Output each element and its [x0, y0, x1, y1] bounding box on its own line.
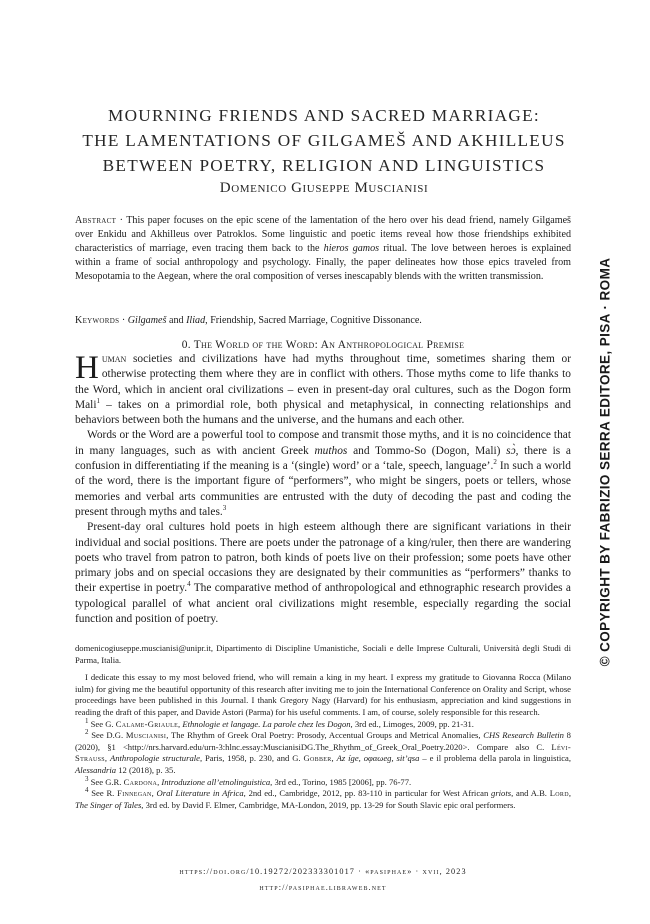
- copyright-text: © COPYRIGHT BY FABRIZIO SERRA EDITORE, PISA · ROMA: [597, 257, 613, 667]
- footnote-ref-4[interactable]: 4: [187, 580, 191, 589]
- footnote-ref-1[interactable]: 1: [96, 397, 101, 406]
- copyright-banner: [594, 257, 616, 667]
- footnote-2-text-c: 8 (2020), §1 <http://nrs.harvard.edu/urn-3:hlnc.essay:MuscianisiDG.The_Rhythm_of_Greek_Oral_Poetry.2020>. Compare also C.: [75, 730, 571, 752]
- footnote-1-title: Ethnologie et langage. La parole chez les Dogon: [182, 718, 351, 729]
- abstract-italic-term: hieros gamos: [323, 242, 380, 254]
- footnote-4-text-a: See R.: [88, 788, 118, 799]
- keyword-and: and: [166, 315, 187, 326]
- lead-word: uman: [101, 353, 127, 365]
- footnote-1: [75, 716, 571, 731]
- footnote-4-term-griots: griots: [491, 788, 512, 799]
- abstract: [75, 214, 571, 284]
- footnote-3: [75, 774, 571, 789]
- footnote-1-text-a: See G.: [88, 718, 116, 729]
- keywords-rest: , Friendship, Sacred Marriage, Cognitive Dissonance.: [205, 315, 422, 326]
- paragraph-2-text-c: and Tommo-So (Dogon, Mali): [347, 444, 507, 457]
- paragraph-2-text-e: , there is a confusion in differentiating if the meaning is a ‘(single) word’ or a ‘tale, speech, language’.: [75, 444, 571, 473]
- abstract-separator: ·: [116, 215, 127, 226]
- footnote-1-author: Calame-Griaule: [115, 718, 179, 729]
- paragraph-1-text-2: – takes on a primordial role, both physical and metaphysical, in connecting relationships and behaviors between both the humans and the universe, and the humans and each other.: [75, 398, 571, 427]
- term-muthos: muthos: [314, 444, 348, 457]
- footnote-1-text-b: ,: [178, 718, 183, 729]
- affiliation-note: domenicogiuseppe.muscianisi@unipr.it, Dipartimento di Discipline Umanistiche, Sociali e delle Imprese Culturali, Università degli Studi di Parma, Italia.: [75, 643, 571, 665]
- footnote-2-title-3: Az íge, οφαωeg, sit’qsa: [336, 753, 420, 764]
- article-title: [60, 103, 588, 178]
- footnote-4-number: 4: [85, 786, 89, 795]
- keywords: [75, 314, 571, 328]
- footnote-4-text-f: , 3rd ed. by David F. Elmer, Cambridge, MA-London, 2019, pp. 13-29 for South Slavic epic oral performers.: [141, 799, 516, 810]
- paragraph-1-text: societies and civilizations have had myths throughout time, sometimes sharing them or otherwise protecting them where they are in conflict with others. Those myths come to life thanks to the Word, which in ancient oral civilizations – even in present-day oral cultures, such as the Dogon form Mali: [75, 353, 571, 411]
- footnote-4-text-d: , and A.B.: [511, 788, 550, 799]
- footnote-2-title-2: Anthropologie structurale: [109, 753, 200, 764]
- footnote-1-text-c: , 3rd ed., Limoges, 2009, pp. 21-31.: [350, 718, 474, 729]
- footnote-3-number: 3: [85, 774, 89, 783]
- footnote-2-author: Muscianisi: [125, 730, 167, 741]
- paragraph-2: [75, 428, 571, 520]
- footnote-2: [75, 730, 571, 776]
- footnote-4-author-2: Lord: [549, 788, 569, 799]
- footnote-4-text-e: ,: [568, 788, 572, 799]
- footnote-2-text-b: , The Rhythm of Greek Oral Poetry: Prosody, Accentual Groups and Metrical Anomalies,: [166, 730, 484, 741]
- footnote-4: [75, 788, 571, 811]
- footnotes: [75, 643, 571, 811]
- footnote-2-author-3: Gobber: [303, 753, 332, 764]
- title-line-1: MOURNING FRIENDS AND SACRED MARRIAGE:: [108, 106, 540, 125]
- footnote-ref-3[interactable]: 3: [222, 504, 227, 513]
- title-line-3: BETWEEN POETRY, RELIGION AND LINGUISTICS: [102, 156, 546, 175]
- term-so: sɔ̀: [506, 444, 516, 457]
- section-heading: 0. The World of the Word: An Anthropological Premise: [181, 339, 465, 351]
- paragraph-1: [75, 352, 571, 428]
- doi-footer[interactable]: https://doi.org/10.19272/202333301017 · «pasiphae» · xvii, 2023: [179, 867, 467, 876]
- abstract-text-part-1: This paper focuses on the epic scene of the lamentation of the hero over his dead friend, namely Gilgameš over Enkidu and Akhilleus over Patroklos. Some linguistic and poetic items reveal how those friendships exhibited characteristics of marriage, even tracing them back to the: [75, 215, 571, 254]
- footnote-4-title: Oral Literature in Africa: [156, 788, 244, 799]
- footnote-3-text-c: , 3rd ed., Torino, 1985 [2006], pp. 76-77.: [270, 776, 412, 787]
- footnote-2-text-f: ,: [331, 753, 337, 764]
- keyword-iliad: Iliad: [186, 315, 206, 326]
- footnote-2-journal: CHS Research Bulletin: [483, 730, 564, 741]
- footnote-4-author: Finnegan: [117, 788, 152, 799]
- footnote-4-title-2: The Singer of Tales: [75, 799, 142, 810]
- footnote-2-text-d: ,: [104, 753, 110, 764]
- paragraph-3-text-b: The comparative method of anthropological and ethnographic research provides a typological parallel of what ancient oral civilizations might resemble, especially regarding the social function and position of poetry.: [75, 582, 571, 626]
- footnote-3-title: Introduzione all’etnolinguistica: [161, 776, 271, 787]
- keywords-label: Keywords: [75, 315, 120, 326]
- footnote-2-text-h: 12 (2018), p. 35.: [116, 764, 176, 775]
- footnote-2-journal-2: Alessandria: [75, 764, 117, 775]
- paragraph-2-text-a: Words or the Word are a powerful tool to compose and transmit those myths, and it is no coincidence that in many languages, such as with ancient Greek: [75, 429, 571, 457]
- keyword-gilgames: Gilgameš: [127, 315, 167, 326]
- footnote-3-author: Cardona: [123, 776, 158, 787]
- footnote-2-text-a: See D.G.: [88, 730, 126, 741]
- footnote-1-number: 1: [85, 716, 89, 725]
- keywords-separator: ·: [119, 315, 128, 326]
- abstract-label: Abstract: [75, 215, 117, 226]
- dedication-note: I dedicate this essay to my most beloved friend, who will remain a king in my heart. I express my gratitude to Giovanna Rocca (Milano iulm) for giving me the beautiful opportunity of this research after inviting me to join the International Conference on Orality and Script, whose proceedings have been published in this Journal. I thank Gregory Nagy (Harvard) for his enthusiasm, appreciation and kind suggestions in reading the draft of this paper, and Davide Astori (Parma) for his useful comments. I am, of course, solely responsible for this research.: [75, 672, 571, 717]
- footnote-4-text-c: , 2nd ed., Cambridge, 2012, pp. 83-110 in particular for West African: [243, 788, 492, 799]
- abstract-text-part-2: ritual. The love between heroes is explained within a frame of social anthropology and psychology. Finally, the paper delineates how those epics traveled from Mesopotamia to the Aegean, where the oral composition of verses inescapably blends with the written transmission.: [75, 242, 571, 282]
- footnote-3-text-a: See G.R.: [88, 776, 124, 787]
- paragraph-2-text-f: In such a world of the word, there is the important figure of “performers”, who might be singers, poets or tellers, whose memories and verbal arts communities are entrusted with the duty of decoding the past and coding the present through myths and tales.: [75, 460, 571, 518]
- body-text: [75, 352, 571, 627]
- footnote-4-text-b: ,: [151, 788, 157, 799]
- paragraph-3: [75, 520, 571, 627]
- footnote-3-text-b: ,: [157, 776, 162, 787]
- footnote-2-text-g: – e il problema della parola in linguistica,: [419, 753, 572, 764]
- footnote-ref-2[interactable]: 2: [493, 458, 497, 467]
- author-name: Domenico Giuseppe Muscianisi: [219, 180, 429, 196]
- paragraph-3-text-a: Present-day oral cultures hold poets in high esteem although there are significant variations in their individual and social positions. There are poets under the patronage of a king/ruler, then there are wandering poets who travel from patron to patron, both kinds of poets live on their profession; some poets have other primary jobs and on special occasions they are designated by their communities as “performers” thanks to their expertise in poetry.: [75, 521, 571, 595]
- footnote-2-text-e: , Paris, 1958, p. 230, and G.: [199, 753, 304, 764]
- journal-url-footer[interactable]: http://pasiphae.libraweb.net: [259, 883, 387, 892]
- drop-cap: H: [75, 350, 99, 386]
- footnote-2-number: 2: [85, 728, 89, 737]
- footnote-2-author-2: Lévi-Strauss: [75, 741, 571, 764]
- title-line-2: THE LAMENTATIONS OF GILGAMEŠ AND AKHILLEUS: [82, 131, 566, 150]
